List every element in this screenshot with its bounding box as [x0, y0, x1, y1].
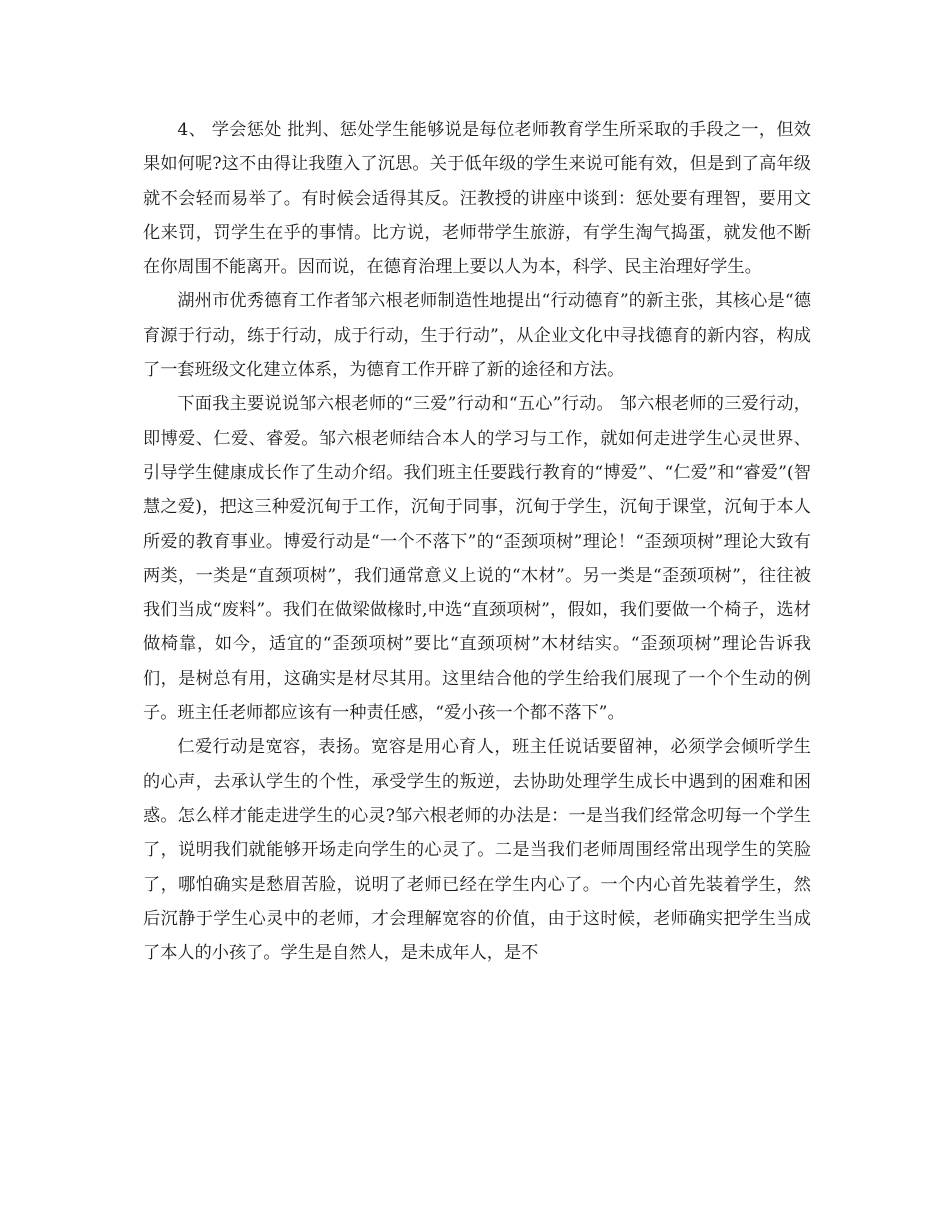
paragraph-action-moral-education: 湖州市优秀德育工作者邹六根老师制造性地提出“行动德育”的新主张，其核心是“德育源于行动，练于行动，成于行动，生于行动”，从企业文化中寻找德育的新内容，构成了一套班级文化建立体系，为德育工作开辟了新的途径和方法。	[143, 291, 811, 381]
paragraph-punishment: 4、 学会惩处 批判、惩处学生能够说是每位老师教育学生所采取的手段之一，但效果如何呢?这不由得让我堕入了沉思。关于低年级的学生来说可能有效，但是到了高年级就不会轻而易举了。有时候会适得其反。汪教授的讲座中谈到：惩处要有理智，要用文化来罚，罚学生在乎的事情。比方说，老师带学生旅游，有学生淘气捣蛋，就发他不断在你周围不能离开。因而说，在德育治理上要以人为本，科学、民主治理好学生。	[143, 120, 811, 278]
document-body	[143, 113, 811, 970]
paragraph-benevolence: 仁爱行动是宽容，表扬。宽容是用心育人，班主任说话要留神，必须学会倾听学生的心声，去承认学生的个性，承受学生的叛逆，去协助处理学生成长中遇到的困难和困惑。怎么样才能走进学生的心灵?邹六根老师的办法是：一是当我们经常念叨每一个学生了，说明我们就能够开场走向学生的心灵了。二是当我们老师周围经常出现学生的笑脸了，哪怕确实是愁眉苦脸，说明了老师已经在学生内心了。一个内心首先装着学生，然后沉静于学生心灵中的老师，才会理解宽容的价值，由于这时候，老师确实把学生当成了本人的小孩了。学生是自然人，是未成年人，是不	[143, 737, 811, 964]
paragraph-three-loves: 下面我主要说说邹六根老师的“三爱”行动和“五心”行动。 邹六根老师的三爱行动，即博爱、仁爱、睿爱。邹六根老师结合本人的学习与工作，就如何走进学生心灵世界、引导学生健康成长作了生动介绍。我们班主任要践行教育的“博爱”、“仁爱”和“睿爱”(智慧之爱)，把这三种爱沉甸于工作，沉甸于同事，沉甸于学生，沉甸于课堂，沉甸于本人所爱的教育事业。博爱行动是“一个不落下”的“歪颈项树”理论！“歪颈项树”理论大致有两类，一类是“直颈项树”，我们通常意义上说的“木材”。另一类是“歪颈项树”，往往被我们当成“废料”。我们在做梁做椽时,中选“直颈项树”，假如，我们要做一个椅子，选材做椅靠，如今，适宜的“歪颈项树”要比“直颈项树”木材结实。“歪颈项树”理论告诉我们，是树总有用，这确实是材尽其用。这里结合他的学生给我们展现了一个个生动的例子。班主任老师都应该有一种责任感，“爱小孩一个都不落下”。	[143, 394, 811, 724]
